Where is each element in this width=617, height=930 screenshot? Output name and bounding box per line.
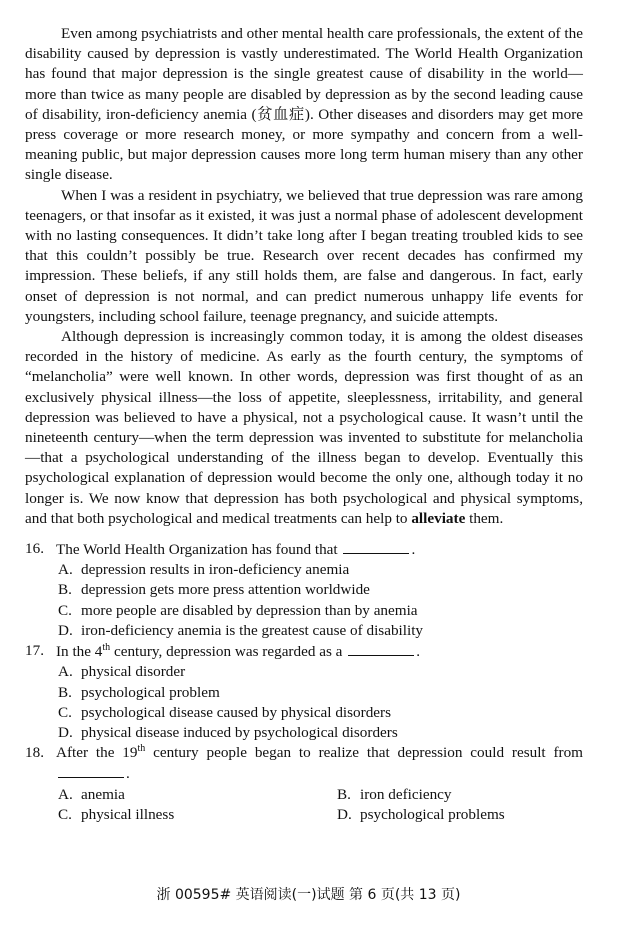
option-text: anemia xyxy=(81,785,125,803)
option-17-b[interactable] xyxy=(25,683,583,703)
option-row-18-cd xyxy=(25,805,583,825)
option-letter: A. xyxy=(58,561,73,579)
option-text: psychological problems xyxy=(360,805,505,823)
option-16-b[interactable] xyxy=(25,580,583,600)
question-stem xyxy=(56,539,583,560)
answer-blank xyxy=(343,539,409,554)
option-text: iron-deficiency anemia is the greatest cause of disability xyxy=(81,621,424,639)
answer-blank xyxy=(348,641,414,656)
option-letter: D. xyxy=(58,723,73,741)
option-letter: A. xyxy=(58,663,73,681)
option-row-18-ab xyxy=(25,785,583,805)
stem-end: . xyxy=(416,643,420,661)
option-18-a[interactable] xyxy=(25,785,304,805)
option-letter: C. xyxy=(58,703,72,721)
answer-blank xyxy=(58,763,124,778)
passage-paragraph-3-text: Although depression is increasingly common today, it is among the oldest diseases recorded in the history of medicine. As early as the fourth century, the symptoms of “melancholia” were well known. In other words, depression was first thought of as an exclusively physical illness—the loss of appetite, sleeplessness, irritability, and general depression was believed to have a physical, not a psychological cause. It wasn’t until the nineteenth century—when the term depression was invented to substitute for melancholia—that a psychological understanding of the illness began to develop. Eventually this psychological explanation of depression would become the only one, although today it no longer is. We now know that depression has both psychological and physical symptoms, and that both psychological and medical treatments can help to xyxy=(25,328,583,527)
stem-text: century, depression was regarded as a xyxy=(113,643,343,661)
option-letter: C. xyxy=(58,601,72,619)
question-number: 17. xyxy=(25,642,44,660)
stem-text: The World Health Organization has found that xyxy=(56,541,338,559)
option-letter: D. xyxy=(337,805,352,823)
stem-text: century people began to realize that depression could result from xyxy=(153,744,583,762)
option-text: depression gets more press attention worldwide xyxy=(81,581,370,599)
option-letter: B. xyxy=(58,581,72,599)
option-18-d[interactable] xyxy=(304,805,583,825)
option-17-d[interactable] xyxy=(25,723,583,743)
passage-paragraph-3-end: them. xyxy=(469,509,504,527)
page-footer: 浙 00595# 英语阅读(一)试题 第 6 页(共 13 页) xyxy=(156,887,461,903)
reading-passage xyxy=(25,24,583,529)
option-17-a[interactable] xyxy=(25,662,583,682)
option-16-d[interactable] xyxy=(25,621,583,641)
bold-word-alleviate: alleviate xyxy=(411,509,466,527)
question-number: 18. xyxy=(25,744,44,762)
option-text: physical disease induced by psychological disorders xyxy=(81,723,398,741)
ordinal-superscript: th xyxy=(102,642,111,654)
option-text: psychological disease caused by physical disorders xyxy=(81,703,391,721)
question-17 xyxy=(25,641,583,662)
option-text: depression results in iron-deficiency anemia xyxy=(81,561,350,579)
question-stem xyxy=(56,743,583,784)
question-18 xyxy=(25,743,583,784)
passage-paragraph-3 xyxy=(25,327,583,529)
option-16-a[interactable] xyxy=(25,560,583,580)
stem-end: . xyxy=(411,541,416,559)
option-letter: B. xyxy=(58,683,72,701)
option-letter: B. xyxy=(337,785,351,803)
option-17-c[interactable] xyxy=(25,703,583,723)
ordinal-superscript: th xyxy=(137,743,146,755)
option-text: physical disorder xyxy=(81,663,186,681)
option-18-b[interactable] xyxy=(304,785,583,805)
question-number: 16. xyxy=(25,540,44,558)
option-18-c[interactable] xyxy=(25,805,304,825)
passage-paragraph-2: When I was a resident in psychiatry, we believed that true depression was rare among teenagers, or that insofar as it existed, it was just a normal phase of adolescent development with no lasting consequences. It didn’t take long after I began treating troubled kids to see that this couldn’t possibly be true. Research over recent decades has confirmed my impression. These beliefs, if any still holds them, are false and dangerous. In fact, early onset of depression is not normal, and can predict numerous unhappy life events for youngsters, including school failure, teenage pregnancy, and suicide attempts. xyxy=(25,186,583,325)
option-16-c[interactable] xyxy=(25,601,583,621)
option-letter: C. xyxy=(58,805,72,823)
stem-text: After the 19 xyxy=(56,744,138,762)
option-letter: A. xyxy=(58,785,73,803)
passage-paragraph-1: Even among psychiatrists and other mental health care professionals, the extent of the disability caused by depression is vastly underestimated. The World Health Organization has found that major depression is the single greatest cause of disability in the world—more than twice as many people are disabled by depression as by the second leading cause of disability, iron-deficiency anemia (贫血症). Other diseases and disorders may get more press coverage or more research money, or more sympathy and concern from a well-meaning public, but major depression causes more long term human misery than any other single disease. xyxy=(25,25,583,184)
question-16 xyxy=(25,539,583,560)
question-list xyxy=(25,539,583,825)
stem-end: . xyxy=(126,765,130,783)
stem-text: In the 4 xyxy=(56,643,103,661)
question-stem xyxy=(56,641,583,662)
option-text: physical illness xyxy=(81,805,175,823)
option-text: iron deficiency xyxy=(360,785,452,803)
option-text: psychological problem xyxy=(81,683,220,701)
option-letter: D. xyxy=(58,621,73,639)
option-text: more people are disabled by depression than by anemia xyxy=(81,601,418,619)
